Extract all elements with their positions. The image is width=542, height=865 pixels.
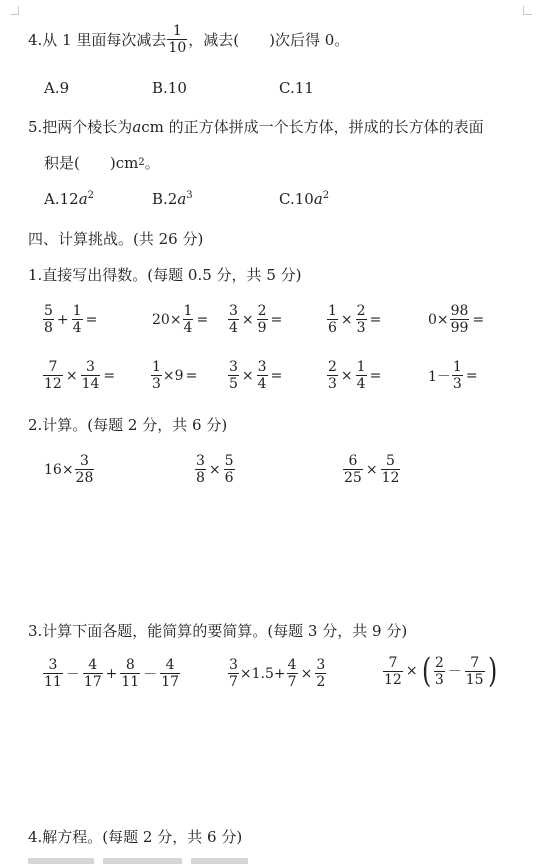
section-4-title: 四、计算挑战。(共 26 分): [28, 230, 204, 248]
q5-option-c: $C.10a^2$: [279, 190, 330, 208]
q4-option-a: A.9: [44, 79, 70, 97]
q4-text-post: ，减去( )次后得 0。: [188, 31, 350, 49]
left-paren: (: [421, 651, 431, 691]
p1-r2-expr-2: $\frac{1}{3}$ ×9 =: [152, 359, 198, 392]
p1-r2-expr-4: $\frac{2}{3}$ × $\frac{1}{4}$ =: [328, 359, 382, 392]
cut-off-footer-text: [28, 858, 248, 864]
q5-text-a: 5.把两个棱长为: [28, 118, 133, 136]
q4-option-c: C.11: [279, 79, 314, 97]
p1-r1-expr-4: $\frac{1}{6}$ × $\frac{2}{3}$ =: [328, 303, 382, 336]
q4-option-b: B.10: [152, 79, 187, 97]
numerator: 1: [172, 23, 182, 39]
q5-variable: a: [132, 117, 142, 136]
q4-fraction: [167, 24, 187, 55]
q5-option-a: $A.12a^2$: [44, 190, 95, 208]
part-1-title: 1.直接写出得数。(每题 0.5 分，共 5 分): [28, 266, 302, 284]
p3-expr-3: $\frac{7}{12}$ × ( $\frac{2}{3}$ － $\frac{7}{15}$ ): [384, 651, 497, 691]
p1-r2-expr-3: $\frac{3}{5}$ × $\frac{3}{4}$ =: [229, 359, 283, 392]
p1-r2-expr-5: 1－ $\frac{1}{3}$ =: [428, 359, 478, 392]
p1-r1-expr-3: $\frac{3}{4}$ × $\frac{2}{9}$ =: [229, 303, 283, 336]
right-paren: ): [487, 651, 497, 691]
p2-expr-2: $\frac{3}{8}$ × $\frac{5}{6}$: [196, 453, 234, 486]
q5-text-b: cm 的正方体拼成一个长方体，拼成的长方体的表面: [141, 118, 484, 136]
p1-r2-expr-1: $\frac{7}{12}$ × $\frac{3}{14}$ =: [44, 359, 116, 392]
question-4: [28, 24, 349, 55]
p2-expr-1: 16× $\frac{3}{28}$: [44, 453, 94, 486]
q5-option-b: $B.2a^3$: [152, 190, 193, 208]
question-5-line-2: [44, 152, 160, 173]
p1-r1-expr-5: 0× $\frac{98}{99}$ =: [428, 303, 485, 336]
p3-expr-2: $\frac{3}{7}$ ×1.5+ $\frac{4}{7}$ × $\frac{3}{2}$: [229, 657, 326, 690]
q5-superscript: 2: [138, 157, 145, 168]
denominator: 10: [168, 40, 187, 56]
part-4-title: 4.解方程。(每题 2 分，共 6 分): [28, 828, 243, 846]
q4-text-pre: 4.从 1 里面每次减去: [28, 31, 167, 49]
q5-text-line2: 积是( )cm: [44, 154, 139, 172]
p3-expr-1: $\frac{3}{11}$ － $\frac{4}{17}$ + $\frac{8}{11}$ － $\frac{4}{17}$: [44, 657, 180, 690]
part-2-title: 2.计算。(每题 2 分，共 6 分): [28, 416, 228, 434]
p1-r1-expr-1: $\frac{5}{8}$ + $\frac{1}{4}$ =: [44, 303, 98, 336]
page-corner-mark-right: [523, 6, 532, 15]
question-5-line-1: [28, 116, 484, 137]
page-corner-mark-left: [10, 6, 19, 15]
part-3-title: 3.计算下面各题，能简算的要简算。(每题 3 分，共 9 分): [28, 622, 408, 640]
p1-r1-expr-2: 20× $\frac{1}{4}$ =: [152, 303, 209, 336]
q5-text-end: 。: [144, 154, 160, 172]
p2-expr-3: $\frac{6}{25}$ × $\frac{5}{12}$: [344, 453, 400, 486]
